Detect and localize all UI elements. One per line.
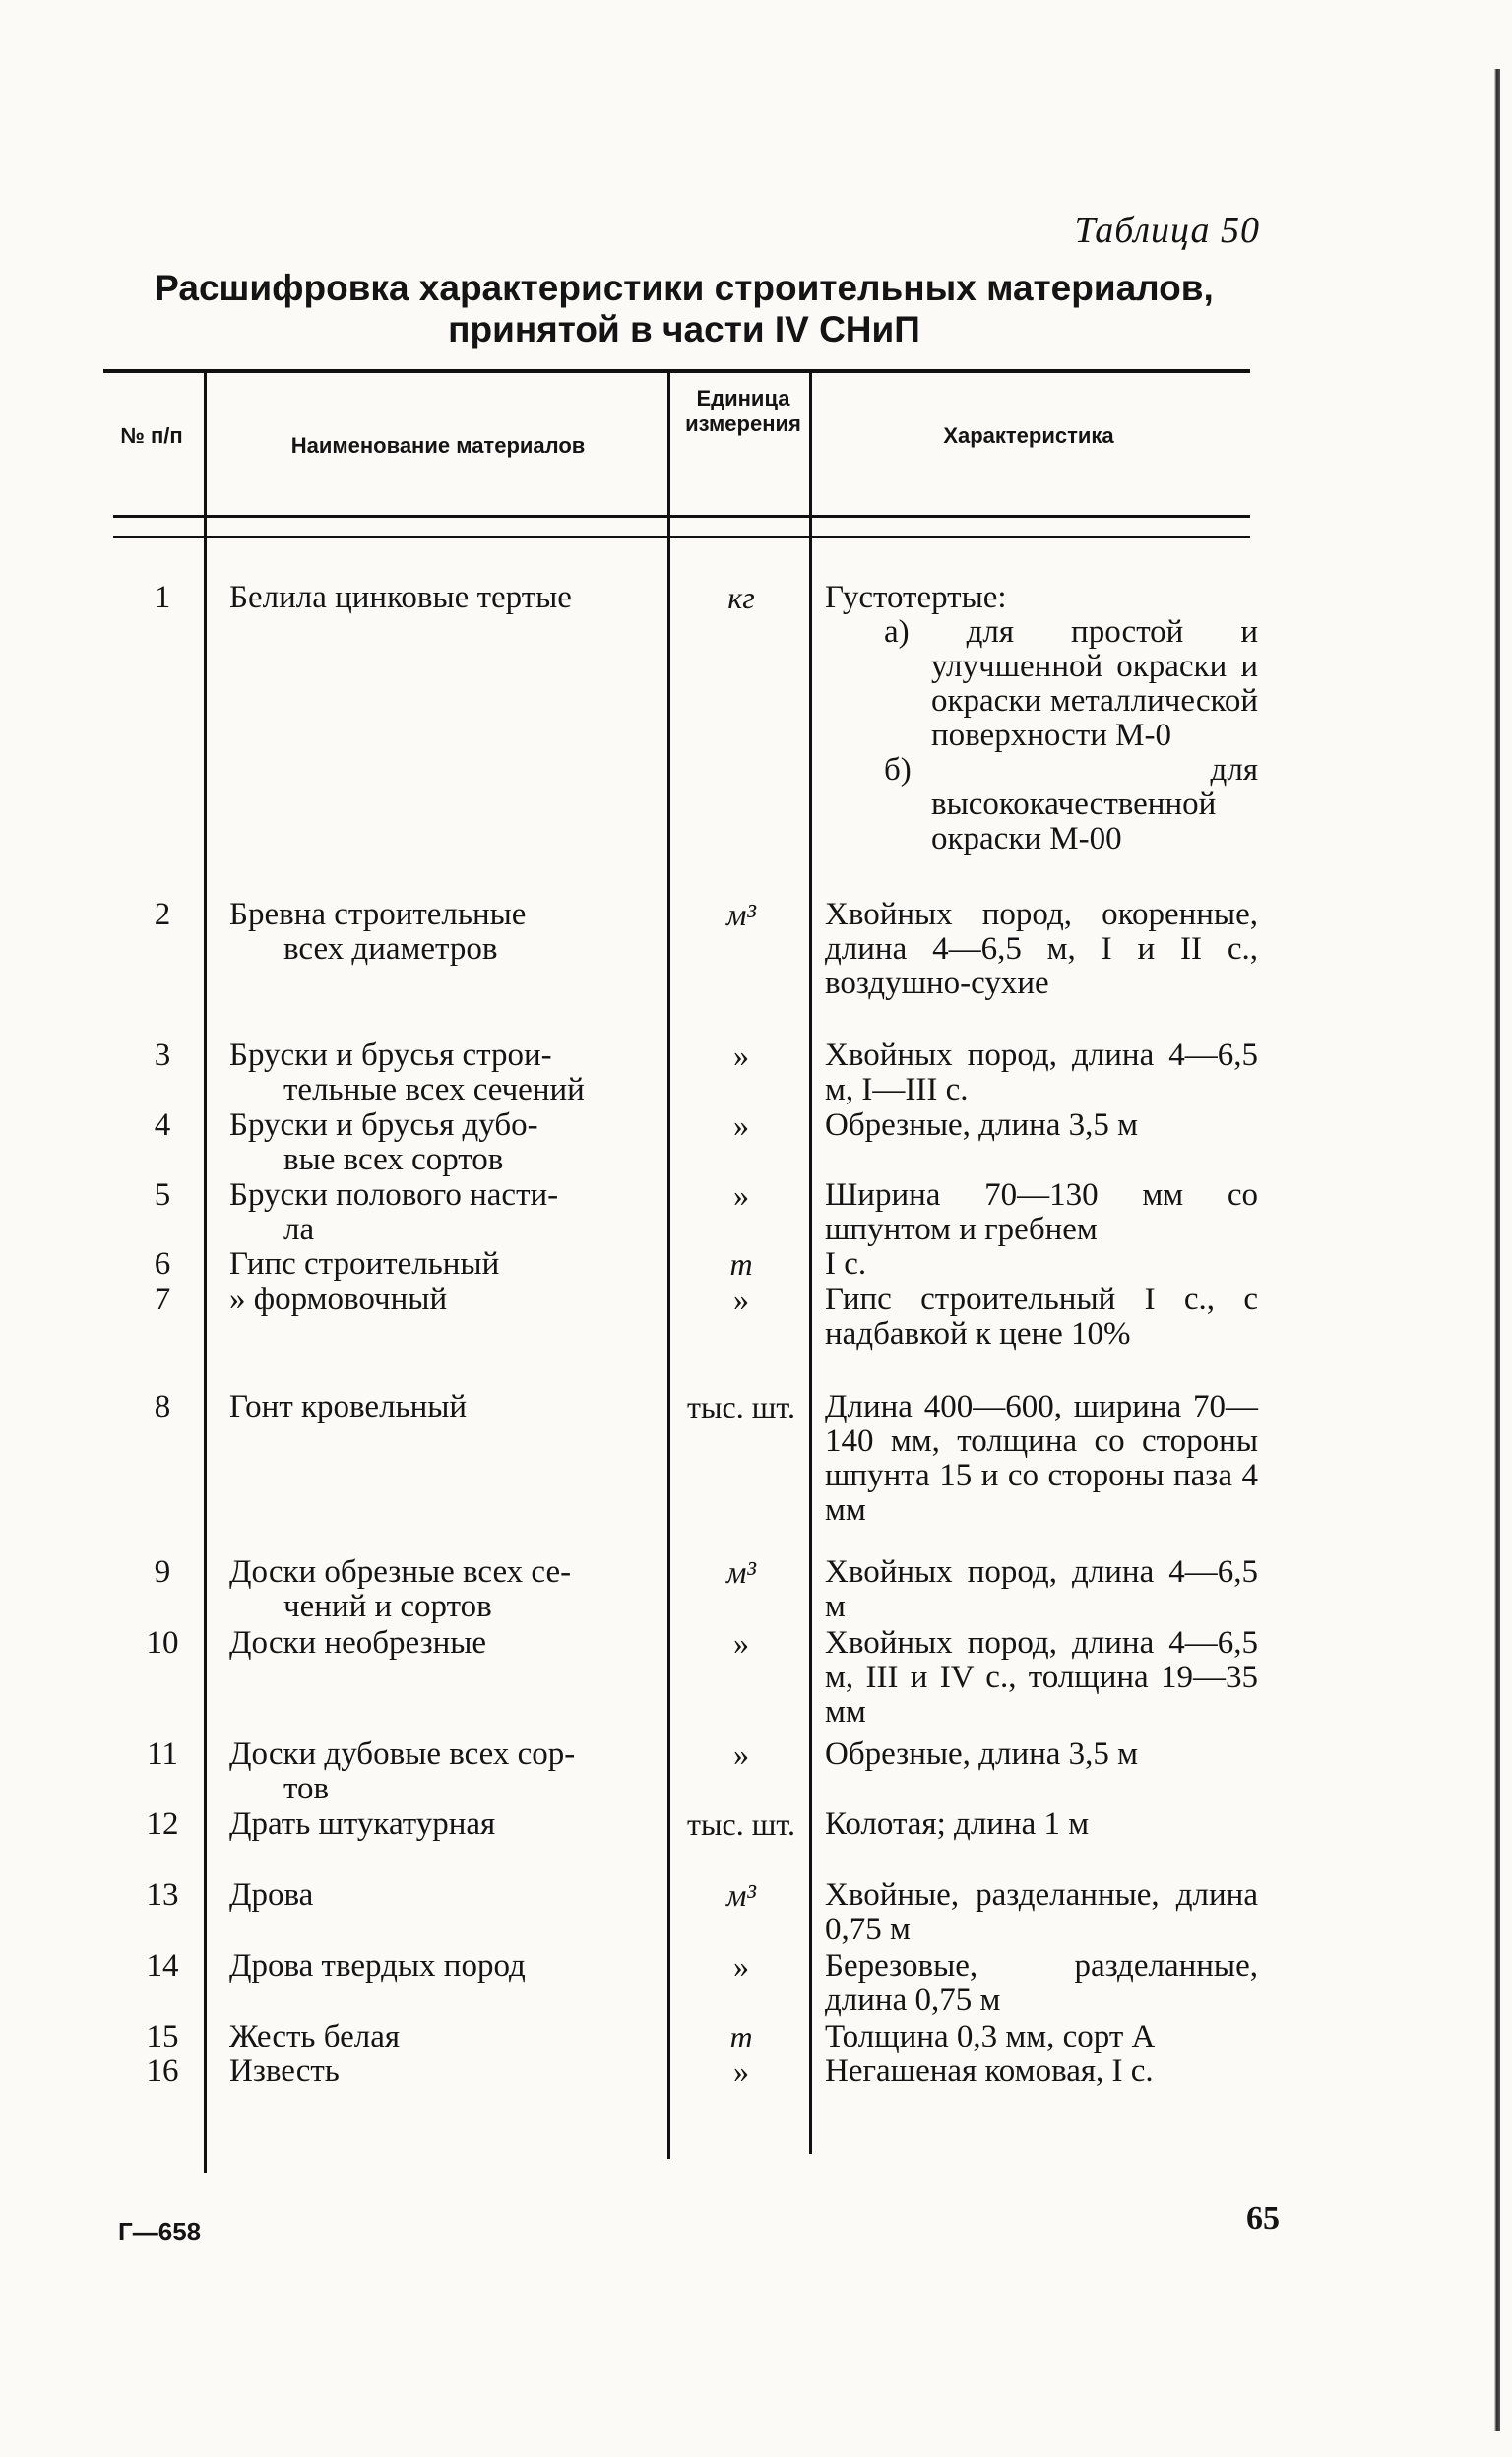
characteristic [825, 1283, 1258, 1352]
row-number: 7 [154, 1282, 171, 1317]
characteristic [825, 581, 1258, 856]
material-name-continuation: чений и сортов [284, 1589, 492, 1624]
characteristic [825, 1626, 1258, 1730]
characteristic-text: Хвойных пород, окоренные, длина 4—6,5 м, I и II с., воздушно-сухие [825, 897, 1258, 1001]
row-number: 8 [154, 1389, 171, 1424]
characteristic [825, 1247, 1258, 1282]
material-name-continuation: тельные всех сечений [284, 1072, 585, 1107]
material-name [229, 898, 662, 967]
row-number: 9 [154, 1554, 171, 1590]
material-name-line: Доски необрезные [229, 1625, 487, 1661]
row-number: 5 [154, 1177, 171, 1213]
unit-of-measure: т [729, 1246, 753, 1282]
title-line-2: принятой в части IV СНиП [448, 309, 920, 349]
characteristic-text: Толщина 0,3 мм, сорт А [825, 2019, 1156, 2054]
column-divider-2 [667, 372, 670, 2159]
unit-of-measure: кг [727, 580, 755, 615]
characteristic-text: Колотая; длина 1 м [825, 1806, 1090, 1842]
material-name-line: Белила цинковые тертые [229, 580, 572, 615]
characteristic-text: Обрезные, длина 3,5 м [825, 1736, 1139, 1772]
characteristic-text: Ширина 70—130 мм со шпунтом и гребнем [825, 1177, 1258, 1247]
unit-of-measure: тыс. шт. [687, 1389, 795, 1424]
unit-of-measure: м³ [725, 1554, 756, 1590]
characteristic [825, 2054, 1258, 2089]
row-number: 11 [147, 1736, 178, 1772]
material-name-continuation: всех диаметров [284, 931, 498, 967]
material-name-line: Бруски и брусья строи- [229, 1038, 552, 1073]
material-name-line: Известь [229, 2053, 340, 2089]
material-name-continuation: тов [284, 1771, 330, 1806]
unit-of-measure: » [733, 1107, 749, 1143]
material-name [229, 1737, 662, 1806]
unit-of-measure: т [729, 2019, 753, 2054]
material-name-continuation: вые всех сортов [284, 1142, 504, 1177]
unit-of-measure: м³ [725, 1877, 756, 1913]
material-name-line: Бревна строительные [229, 897, 527, 932]
characteristic [825, 1178, 1258, 1247]
unit-of-measure: » [733, 1282, 749, 1317]
characteristic [825, 1039, 1258, 1107]
characteristic-text: Длина 400—600, ширина 70—140 мм, толщина со стороны шпунта 15 и со стороны паза 4 мм [825, 1389, 1258, 1528]
characteristic-text: Густотертые: [825, 580, 1007, 615]
title-line-1: Расшифровка характеристики строительных материалов, [155, 268, 1214, 308]
characteristic [825, 1390, 1258, 1528]
row-number: 4 [154, 1107, 171, 1143]
print-code: Г—658 [118, 2217, 202, 2246]
row-number: 14 [146, 1948, 179, 1984]
row-number: 10 [146, 1625, 179, 1661]
material-name [229, 1390, 662, 1424]
unit-of-measure: » [733, 2053, 749, 2089]
material-name-line: Гонт кровельный [229, 1389, 468, 1424]
column-divider-1 [204, 372, 207, 2174]
characteristic [825, 1737, 1258, 1772]
characteristic-text: Хвойных пород, длина 4—6,5 м, III и IV с., толщина 19—35 мм [825, 1625, 1258, 1730]
row-number: 13 [146, 1877, 179, 1913]
row-number: 2 [154, 897, 171, 932]
characteristic-text: Хвойные, разделанные, длина 0,75 м [825, 1877, 1258, 1947]
material-name-line: Жесть белая [229, 2019, 401, 2054]
material-name [229, 1878, 662, 1913]
material-name [229, 1283, 662, 1317]
header-characteristic: Характеристика [943, 423, 1114, 448]
characteristic [825, 1555, 1258, 1624]
characteristic [825, 1807, 1258, 1842]
table-title [128, 268, 1240, 350]
material-name-line: » формовочный [229, 1282, 448, 1317]
unit-of-measure: тыс. шт. [687, 1806, 795, 1842]
characteristic-text: Негашеная комовая, I с. [825, 2053, 1154, 2089]
material-name-line: Доски обрезные всех се- [229, 1554, 572, 1590]
top-rule [103, 369, 1250, 373]
material-name [229, 2020, 662, 2054]
material-name [229, 1039, 662, 1107]
unit-of-measure: » [733, 1948, 749, 1984]
material-name [229, 1626, 662, 1661]
material-name-line: Дрова твердых пород [229, 1948, 526, 1984]
page-edge-shadow [1494, 69, 1500, 2431]
row-number: 12 [146, 1806, 179, 1842]
characteristic-text: I с. [825, 1246, 867, 1282]
characteristic [825, 1878, 1258, 1947]
material-name-line: Драть штукатурная [229, 1806, 496, 1842]
material-name [229, 2054, 662, 2089]
characteristic-subitem: а) для простой и улучшенной окраски и окраски металлической поверхности М-0 [884, 614, 1258, 753]
unit-of-measure: » [733, 1625, 749, 1661]
material-name-line: Бруски и брусья дубо- [229, 1107, 538, 1143]
characteristic [825, 898, 1258, 1001]
characteristic-text: Обрезные, длина 3,5 м [825, 1107, 1139, 1143]
header-bottom-rule [113, 515, 1250, 518]
characteristic-text: Гипс строительный I с., с надбавкой к цене 10% [825, 1282, 1258, 1352]
row-number: 16 [146, 2053, 179, 2089]
material-name [229, 1555, 662, 1624]
unit-of-measure: » [733, 1038, 749, 1073]
characteristic-text: Хвойных пород, длина 4—6,5 м, I—III с. [825, 1038, 1258, 1107]
material-name-line: Доски дубовые всех сор- [229, 1736, 576, 1772]
material-name [229, 1807, 662, 1842]
row-number: 6 [154, 1246, 171, 1282]
table-label: Таблица 50 [1074, 210, 1260, 251]
characteristic-subitem: б) для высококачественной окраски М-00 [884, 752, 1258, 856]
material-name [229, 1108, 662, 1177]
characteristic [825, 1949, 1258, 2018]
material-name [229, 1949, 662, 1984]
page-number: 65 [1246, 2200, 1280, 2236]
characteristic-text: Березовые, разделанные, длина 0,75 м [825, 1948, 1258, 2018]
material-name [229, 581, 662, 615]
material-name [229, 1247, 662, 1282]
column-divider-3 [809, 372, 812, 2154]
header-bottom-rule-2 [113, 536, 1250, 538]
unit-of-measure: » [733, 1736, 749, 1772]
material-name-continuation: ла [284, 1212, 315, 1247]
material-name-line: Бруски полового насти- [229, 1177, 559, 1213]
row-number: 1 [154, 580, 171, 615]
material-name-line: Дрова [229, 1877, 314, 1913]
row-number: 15 [146, 2019, 179, 2054]
row-number: 3 [154, 1038, 171, 1073]
unit-of-measure: м³ [725, 897, 756, 932]
material-name-line: Гипс строительный [229, 1246, 500, 1282]
header-name: Наименование материалов [290, 433, 586, 458]
header-unit: Единица измерения [685, 386, 801, 436]
characteristic [825, 1108, 1258, 1143]
unit-of-measure: » [733, 1177, 749, 1213]
header-num: № п/п [120, 423, 183, 448]
material-name [229, 1178, 662, 1247]
characteristic-text: Хвойных пород, длина 4—6,5 м [825, 1554, 1258, 1624]
characteristic [825, 2020, 1258, 2054]
